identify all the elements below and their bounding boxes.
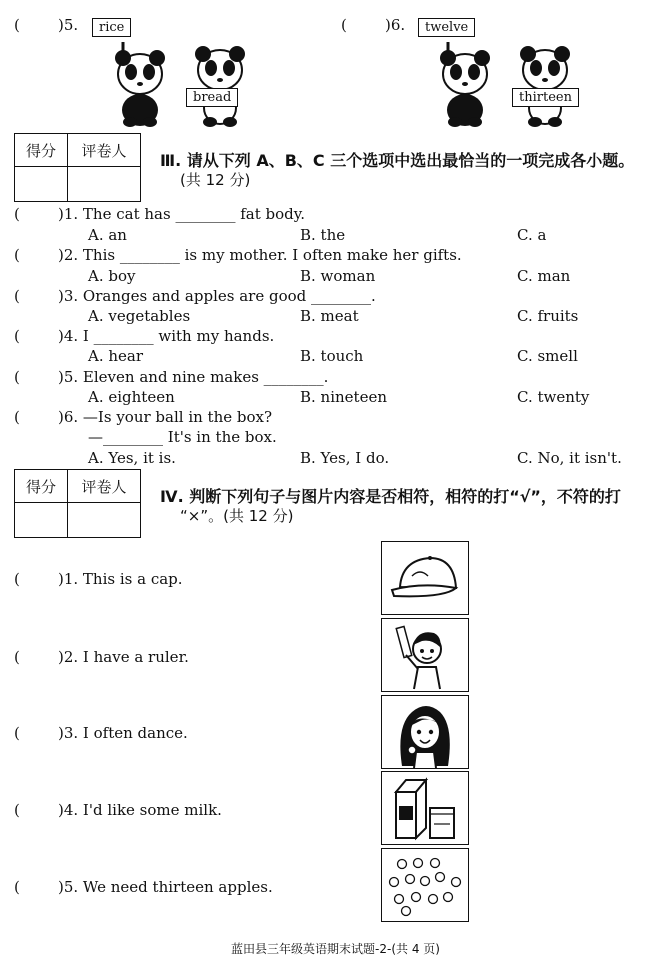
picture-frame — [381, 541, 469, 615]
question-text-line2: —________ It's in the box. — [88, 428, 277, 446]
statement-text: )4. I'd like some milk. — [58, 801, 222, 819]
picture-frame — [381, 618, 469, 692]
option-c: C. man — [517, 267, 571, 285]
answer-paren[interactable]: ( — [14, 801, 20, 819]
option-b: B. Yes, I do. — [300, 449, 390, 467]
question-text: )6. —Is your ball in the box? — [58, 408, 273, 426]
option-c: C. No, it isn't. — [517, 449, 622, 467]
option-a: A. hear — [88, 347, 144, 365]
answer-paren[interactable]: ( — [14, 287, 20, 305]
answer-paren[interactable]: ( — [14, 368, 20, 386]
grader-label: 评卷人 — [68, 470, 141, 503]
item-number: )5. — [58, 16, 79, 34]
statement-text: )2. I have a ruler. — [58, 648, 189, 666]
item-number: )6. — [385, 16, 406, 34]
page-footer: 蓝田县三年级英语期末试题-2-(共 4 页) — [231, 942, 440, 956]
milk-carton-icon — [382, 772, 468, 844]
option-b: B. the — [300, 226, 346, 244]
grader-label: 评卷人 — [68, 134, 141, 167]
score-label: 得分 — [15, 134, 68, 167]
score-box — [14, 133, 141, 202]
paren-open: ( — [14, 16, 20, 34]
sign-bottom: thirteen — [512, 88, 579, 107]
option-a: A. an — [88, 226, 127, 244]
sign-top: rice — [92, 18, 131, 37]
option-c: C. smell — [517, 347, 578, 365]
answer-paren[interactable]: ( — [14, 246, 20, 264]
answer-paren[interactable]: ( — [14, 205, 20, 223]
answer-paren[interactable]: ( — [14, 724, 20, 742]
question-text: )4. I ________ with my hands. — [58, 327, 275, 345]
section-points: “×”。(共 12 分) — [180, 507, 294, 525]
option-b: B. woman — [300, 267, 376, 285]
option-b: B. touch — [300, 347, 364, 365]
option-b: B. nineteen — [300, 388, 387, 406]
paren-open: ( — [341, 16, 347, 34]
statement-text: )1. This is a cap. — [58, 570, 183, 588]
picture-frame — [381, 695, 469, 769]
answer-paren[interactable]: ( — [14, 327, 20, 345]
answer-paren[interactable]: ( — [14, 570, 20, 588]
girl-icon — [382, 696, 468, 768]
question-text: )2. This ________ is my mother. I often make her gifts. — [58, 246, 462, 264]
sign-bottom: bread — [186, 88, 238, 107]
apples-icon — [382, 849, 468, 921]
option-c: C. fruits — [517, 307, 579, 325]
sign-top: twelve — [418, 18, 475, 37]
option-a: A. Yes, it is. — [88, 449, 176, 467]
option-a: A. boy — [88, 267, 136, 285]
score-label: 得分 — [15, 470, 68, 503]
answer-paren[interactable]: ( — [14, 408, 20, 426]
question-text: )5. Eleven and nine makes ________. — [58, 368, 329, 386]
answer-paren[interactable]: ( — [14, 878, 20, 896]
picture-frame — [381, 771, 469, 845]
question-text: )1. The cat has ________ fat body. — [58, 205, 305, 223]
score-cell[interactable] — [15, 503, 68, 538]
statement-text: )3. I often dance. — [58, 724, 188, 742]
option-c: C. twenty — [517, 388, 590, 406]
boy-with-ruler-icon — [382, 619, 468, 691]
section-title: Ⅲ. 请从下列 A、B、C 三个选项中选出最恰当的一项完成各小题。 — [160, 151, 635, 170]
answer-paren[interactable]: ( — [14, 648, 20, 666]
statement-text: )5. We need thirteen apples. — [58, 878, 273, 896]
section-points: (共 12 分) — [180, 171, 251, 189]
cap-icon — [382, 542, 468, 614]
picture-frame — [381, 848, 469, 922]
question-text: )3. Oranges and apples are good ________. — [58, 287, 376, 305]
score-box — [14, 469, 141, 538]
option-a: A. vegetables — [88, 307, 191, 325]
grader-cell[interactable] — [68, 503, 141, 538]
option-c: C. a — [517, 226, 547, 244]
score-cell[interactable] — [15, 167, 68, 202]
section-title: Ⅳ. 判断下列句子与图片内容是否相符，相符的打“√”，不符的打 — [160, 487, 621, 506]
grader-cell[interactable] — [68, 167, 141, 202]
option-b: B. meat — [300, 307, 359, 325]
option-a: A. eighteen — [88, 388, 175, 406]
